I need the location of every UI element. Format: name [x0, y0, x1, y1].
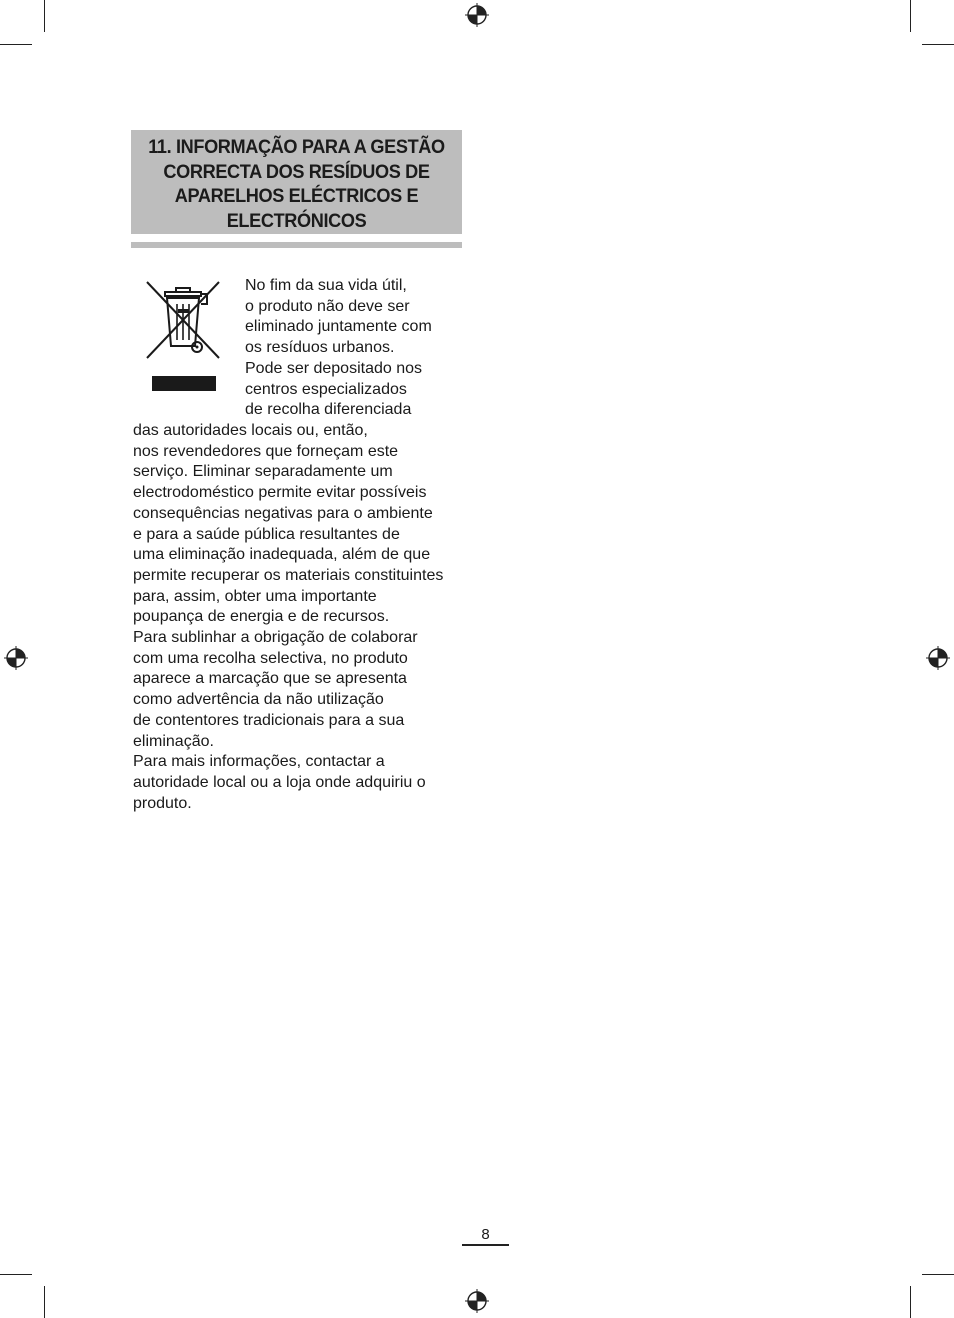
body-line: No fim da sua vida útil, — [245, 277, 407, 294]
body-line: permite recuperar os materiais constituintes — [133, 566, 444, 584]
section-heading-line: APARELHOS ELÉCTRICOS E — [174, 185, 419, 207]
page-number: 8 — [481, 1226, 490, 1243]
body-line: eliminação. — [133, 732, 214, 750]
crop-mark-top-left-h — [0, 44, 32, 45]
section-heading-line: ELECTRÓNICOS — [226, 209, 367, 232]
body-line: aparece a marcação que se apresenta — [133, 670, 407, 688]
body-line: consequências negativas para o ambiente — [133, 504, 433, 522]
body-line: Para sublinhar a obrigação de colaborar — [133, 629, 418, 647]
body-line: nos revendedores que forneçam este — [133, 442, 399, 460]
section-heading-line: 11. INFORMAÇÃO PARA A GESTÃO — [148, 136, 445, 158]
body-line: de contentores tradicionais para a sua — [133, 711, 405, 729]
crossed-out-wheelie-bin-icon — [143, 278, 223, 394]
body-line: eliminado juntamente com — [245, 318, 432, 336]
body-line: autoridade local ou a loja onde adquiriu o — [133, 773, 426, 791]
body-line: para, assim, obter uma importante — [133, 587, 377, 605]
registration-mark-icon — [465, 3, 489, 27]
registration-mark-icon — [4, 646, 28, 670]
body-line: e para a saúde pública resultantes de — [133, 525, 400, 543]
body-line: como advertência da não utilização — [133, 691, 384, 709]
body-line: Pode ser depositado nos — [245, 359, 423, 377]
heading-underline — [131, 242, 462, 248]
registration-mark-icon — [926, 646, 950, 670]
body-line: poupança de energia e de recursos. — [133, 608, 390, 626]
body-line: de recolha diferenciada — [245, 401, 412, 419]
body-line: com uma recolha selectiva, no produto — [133, 649, 408, 667]
crop-mark-bottom-left-v — [44, 1286, 45, 1318]
crop-mark-top-left-v — [44, 0, 45, 32]
section-heading — [131, 130, 462, 234]
body-line: electrodoméstico permite evitar possíveis — [133, 484, 427, 502]
body-line: uma eliminação inadequada, além de que — [133, 546, 431, 564]
crop-mark-top-right-h — [922, 44, 954, 45]
body-line: Para mais informações, contactar a — [133, 753, 385, 771]
body-line: centros especializados — [245, 380, 407, 398]
body-line: das autoridades locais ou, então, — [133, 422, 368, 439]
body-line: serviço. Eliminar separadamente um — [133, 463, 393, 481]
body-line: produto. — [133, 794, 192, 812]
crop-mark-bottom-right-h — [922, 1274, 954, 1275]
page-number-underline — [462, 1244, 509, 1246]
section-heading-line: CORRECTA DOS RESÍDUOS DE — [163, 160, 430, 183]
body-text-beside-icon — [245, 276, 432, 421]
body-line: os resíduos urbanos. — [245, 339, 395, 357]
body-line: o produto não deve ser — [245, 297, 410, 315]
body-text-full-width — [133, 421, 443, 814]
crop-mark-bottom-left-h — [0, 1274, 32, 1275]
registration-mark-icon — [465, 1289, 489, 1313]
crop-mark-bottom-right-v — [910, 1286, 911, 1318]
crop-mark-top-right-v — [910, 0, 911, 32]
